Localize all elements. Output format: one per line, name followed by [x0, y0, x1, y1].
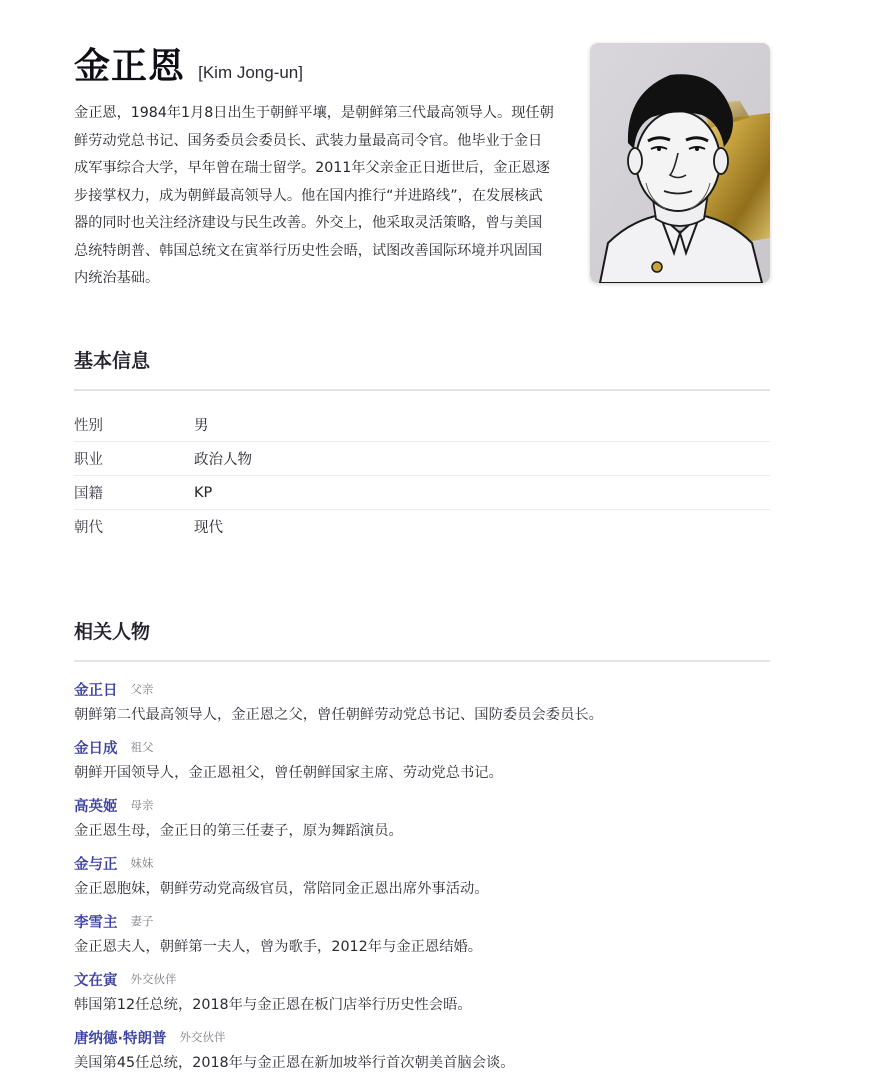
relation-name-link[interactable]: 金与正 [74, 856, 118, 873]
relation-description: 金正恩生母，金正日的第三任妻子，原为舞蹈演员。 [74, 823, 403, 839]
relation-description: 美国第45任总统，2018年与金正恩在新加坡举行首次朝美首脑会谈。 [74, 1055, 515, 1071]
info-row-gender [74, 408, 770, 442]
relation-item [74, 1025, 770, 1083]
relation-item [74, 735, 770, 793]
relation-name-link[interactable]: 文在寅 [74, 972, 118, 989]
relations-heading: 相关人物 [74, 617, 770, 662]
portrait-illustration [590, 43, 770, 283]
info-label: 朝代 [74, 520, 103, 536]
relation-item [74, 909, 770, 967]
portrait-image [590, 43, 770, 283]
info-label: 国籍 [74, 486, 103, 502]
person-name: 金正恩 [74, 46, 186, 87]
relation-description: 韩国第12任总统，2018年与金正恩在板门店举行历史性会晤。 [74, 997, 472, 1013]
info-label: 职业 [74, 452, 103, 468]
relation-name-link[interactable]: 金正日 [74, 682, 118, 699]
info-label: 性别 [74, 418, 103, 434]
relation-role: 外交伙伴 [179, 1030, 226, 1044]
relation-name-link[interactable]: 唐纳德·特朗普 [74, 1030, 167, 1047]
info-value: KP [194, 484, 213, 501]
relation-head [74, 967, 770, 991]
relation-description: 金正恩胞妹，朝鲜劳动党高级官员，常陪同金正恩出席外事活动。 [74, 881, 489, 897]
info-value: 政治人物 [194, 452, 252, 468]
info-value: 男 [194, 418, 209, 434]
relation-name-link[interactable]: 高英姬 [74, 798, 118, 815]
relation-head [74, 851, 770, 875]
relation-item [74, 851, 770, 909]
person-alias: [Kim Jong-un] [198, 63, 303, 82]
relation-item [74, 967, 770, 1025]
relation-role: 母亲 [130, 798, 154, 812]
relation-item [74, 793, 770, 851]
relation-role: 妹妹 [130, 856, 154, 870]
relation-role: 外交伙伴 [130, 972, 177, 986]
relation-head [74, 735, 770, 759]
info-row-occupation [74, 442, 770, 476]
biography-text: 金正恩，1984年1月8日出生于朝鲜平壤，是朝鲜第三代最高领导人。现任朝鲜劳动党总书记、国务委员会委员长、武装力量最高司令官。他毕业于金日成军事综合大学，早年曾在瑞士留学。2011年父亲金正日逝世后，金正恩逐步接掌权力，成为朝鲜最高领导人。他在国内推行“并进路线”，在发展核武器的同时也关注经济建设与民生改善。外交上，他采取灵活策略，曾与美国总统特朗普、韩国总统文在寅举行历史性会晤，试图改善国际环境并巩固国内统治基础。 [74, 105, 554, 286]
relation-head [74, 909, 770, 933]
basic-info-heading: 基本信息 [74, 346, 770, 391]
relation-role: 祖父 [130, 740, 154, 754]
relation-head [74, 793, 770, 817]
relation-description: 朝鲜开国领导人，金正恩祖父，曾任朝鲜国家主席、劳动党总书记。 [74, 765, 503, 781]
info-row-dynasty [74, 510, 770, 543]
relation-role: 妻子 [130, 914, 154, 928]
relation-name-link[interactable]: 金日成 [74, 740, 118, 757]
relation-head [74, 1025, 770, 1049]
relations-list [74, 677, 770, 1083]
relation-description: 金正恩夫人，朝鲜第一夫人，曾为歌手，2012年与金正恩结婚。 [74, 939, 483, 955]
relation-name-link[interactable]: 李雪主 [74, 914, 118, 931]
relation-item [74, 677, 770, 735]
info-row-nationality [74, 476, 770, 510]
relation-head [74, 677, 770, 701]
info-value: 现代 [194, 520, 223, 536]
basic-info-table [74, 408, 770, 543]
title-row [74, 38, 303, 89]
relation-description: 朝鲜第二代最高领导人，金正恩之父，曾任朝鲜劳动党总书记、国防委员会委员长。 [74, 707, 603, 723]
relation-role: 父亲 [130, 682, 154, 696]
